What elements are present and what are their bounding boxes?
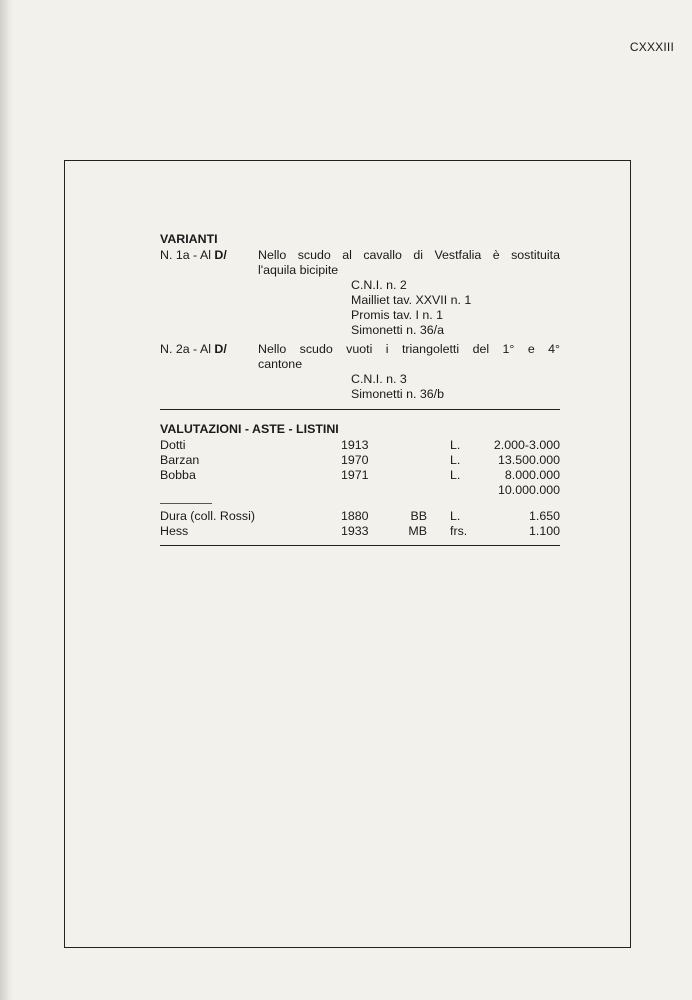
currency: L.	[450, 509, 461, 523]
year: 1913	[341, 438, 369, 452]
year: 1880	[341, 509, 369, 523]
price: 13.500.000	[497, 453, 560, 467]
currency: frs.	[450, 524, 468, 538]
currency: L.	[450, 438, 461, 452]
valuation-row	[160, 509, 560, 524]
variant-description: Nello scudo vuoti i triangoletti del 1° e 4°	[258, 342, 560, 356]
variant-references	[351, 278, 560, 338]
valuation-table	[160, 438, 560, 539]
source-name: Hess	[160, 524, 189, 538]
section-divider	[160, 409, 560, 410]
valuation-row	[160, 524, 560, 539]
price: 1.650	[528, 509, 560, 523]
source-name: Bobba	[160, 468, 196, 482]
variant-references	[351, 372, 560, 402]
condition: MB	[408, 524, 427, 538]
source-name: Dura (coll. Rossi)	[160, 509, 256, 523]
varianti-heading: VARIANTI	[160, 232, 218, 246]
page-number: CXXXIII	[629, 40, 674, 54]
variant-description-cont: l'aquila bicipite	[258, 263, 339, 277]
currency: L.	[450, 453, 461, 467]
price: 1.100	[528, 524, 560, 538]
reference: C.N.I. n. 3	[351, 372, 407, 386]
year: 1933	[341, 524, 369, 538]
price: 2.000-3.000	[493, 438, 560, 452]
reference: Promis tav. I n. 1	[351, 308, 444, 322]
variant-number: N. 2a - Al D/	[160, 342, 227, 356]
reference: Simonetti n. 36/a	[351, 323, 444, 337]
reference: Simonetti n. 36/b	[351, 387, 444, 401]
currency: L.	[450, 468, 461, 482]
source-name: Dotti	[160, 438, 186, 452]
variant-1a	[160, 248, 560, 263]
variant-2a	[160, 342, 560, 357]
valuation-row	[160, 468, 560, 483]
price: 10.000.000	[497, 483, 560, 497]
short-divider	[160, 503, 212, 504]
valuation-row	[160, 438, 560, 453]
valuation-row	[160, 483, 560, 498]
variant-number: N. 1a - Al D/	[160, 248, 227, 262]
source-name: Barzan	[160, 453, 200, 467]
section-divider-bottom	[160, 545, 560, 546]
content	[160, 232, 560, 558]
year: 1970	[341, 453, 369, 467]
year: 1971	[341, 468, 369, 482]
reference: Mailliet tav. XXVII n. 1	[351, 293, 472, 307]
valuation-row	[160, 453, 560, 468]
price: 8.000.000	[504, 468, 560, 482]
variant-description: Nello scudo al cavallo di Vestfalia è sostituita	[258, 248, 560, 262]
reference: C.N.I. n. 2	[351, 278, 407, 292]
condition: BB	[410, 509, 427, 523]
valutazioni-heading: VALUTAZIONI - ASTE - LISTINI	[160, 422, 339, 436]
variant-description-cont: cantone	[258, 357, 303, 371]
page-edge	[0, 0, 14, 1000]
